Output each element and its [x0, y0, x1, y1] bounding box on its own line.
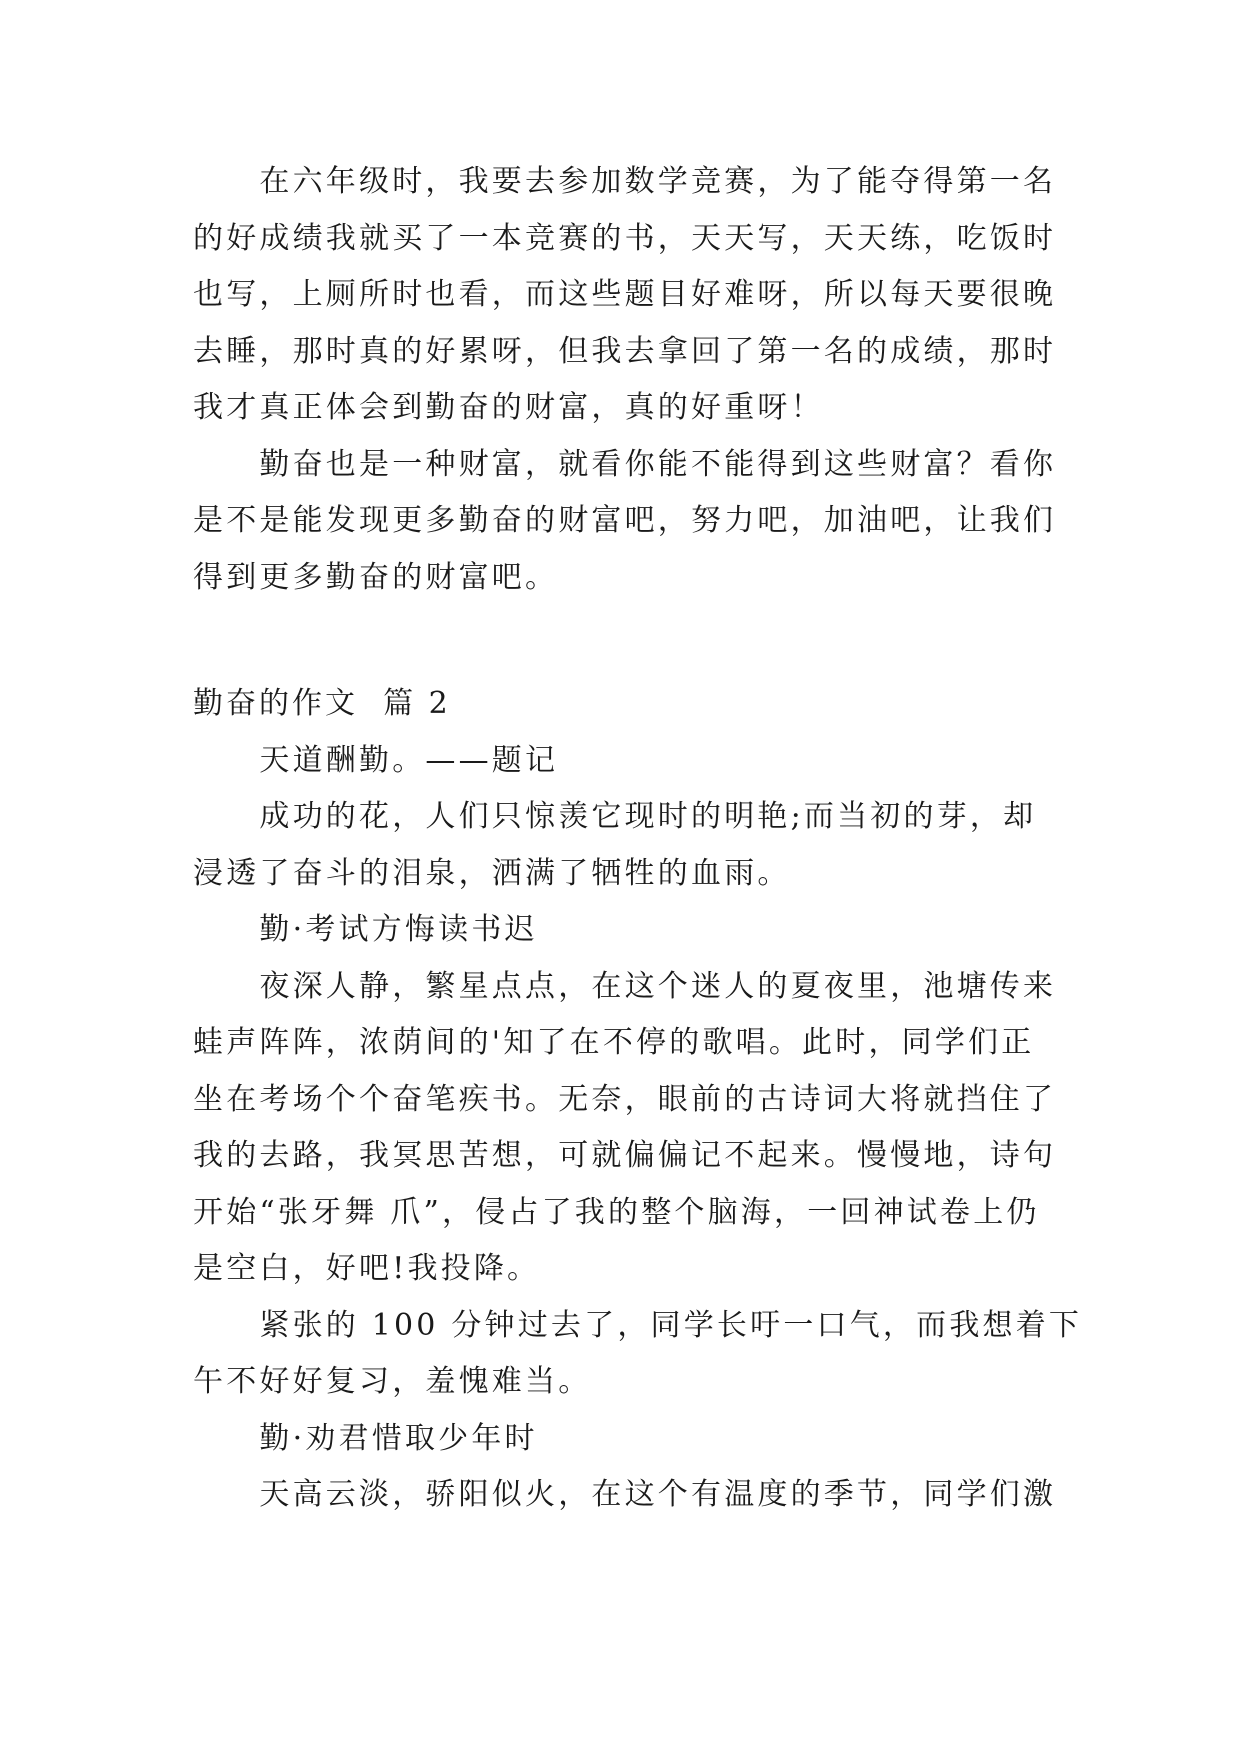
text-line: 浸透了奋斗的泪泉，洒满了牺牲的血雨。 [193, 855, 791, 891]
subheading-line: 勤·考试方悔读书迟 [193, 912, 538, 947]
text-line: 天高云淡，骄阳似火，在这个有温度的季节，同学们激 [193, 1477, 1057, 1512]
text-line: 夜深人静，繁星点点，在这个迷人的夏夜里，池塘传来 [193, 968, 1057, 1004]
text-line: 是空白，好吧!我投降。 [193, 1251, 541, 1286]
text-line: 坐在考场个个奋笔疾书。无奈，眼前的古诗词大将就挡住了 [193, 1081, 1057, 1117]
text-line: 开始“张牙舞 爪”，侵占了我的整个脑海，一回神试卷上仍 [193, 1194, 1040, 1230]
paragraph [193, 733, 1053, 790]
text-line: 也写，上厕所时也看，而这些题目好难呀，所以每天要很晚 [193, 277, 1057, 312]
text-line: 午不好好复习，羞愧难当。 [193, 1364, 592, 1399]
text-line: 在六年级时，我要去参加数学竞赛，为了能夺得第一名 [193, 164, 1057, 199]
text-line: 得到更多勤奋的财富吧。 [193, 559, 559, 595]
document-body [193, 154, 1083, 1524]
text-line: 是不是能发现更多勤奋的财富吧，努力吧，加油吧，让我们 [193, 503, 1057, 538]
paragraph [193, 1298, 1083, 1411]
paragraph [193, 789, 1053, 902]
paragraph [193, 959, 1057, 1298]
paragraph [193, 1411, 1053, 1468]
section-heading: 勤奋的作文 篇 2 [193, 686, 451, 721]
text-line: 勤奋也是一种财富，就看你能不能得到这些财富？看你 [193, 446, 1057, 482]
paragraph [193, 902, 1053, 959]
text-line: 去睡，那时真的好累呀，但我去拿回了第一名的成绩，那时 [193, 333, 1057, 369]
text-line: 我才真正体会到勤奋的财富，真的好重呀！ [193, 390, 824, 425]
paragraph [193, 437, 1057, 607]
section-spacer [193, 606, 1053, 676]
text-line: 蛙声阵阵，浓荫间的'知了在不停的歌唱。此时，同学们正 [193, 1025, 1035, 1060]
text-line: 成功的花，人们只惊羡它现时的明艳;而当初的芽，却 [193, 799, 1037, 834]
paragraph [193, 154, 1057, 437]
paragraph [193, 1467, 1057, 1524]
text-line: 天道酬勤。——题记 [193, 742, 559, 778]
text-line: 紧张的 100 分钟过去了，同学长吁一口气，而我想着下 [193, 1307, 1083, 1343]
subheading-line: 勤·劝君惜取少年时 [193, 1420, 538, 1456]
text-line: 我的去路，我冥思苦想，可就偏偏记不起来。慢慢地，诗句 [193, 1138, 1057, 1173]
text-line: 的好成绩我就买了一本竞赛的书，天天写，天天练，吃饭时 [193, 220, 1057, 256]
